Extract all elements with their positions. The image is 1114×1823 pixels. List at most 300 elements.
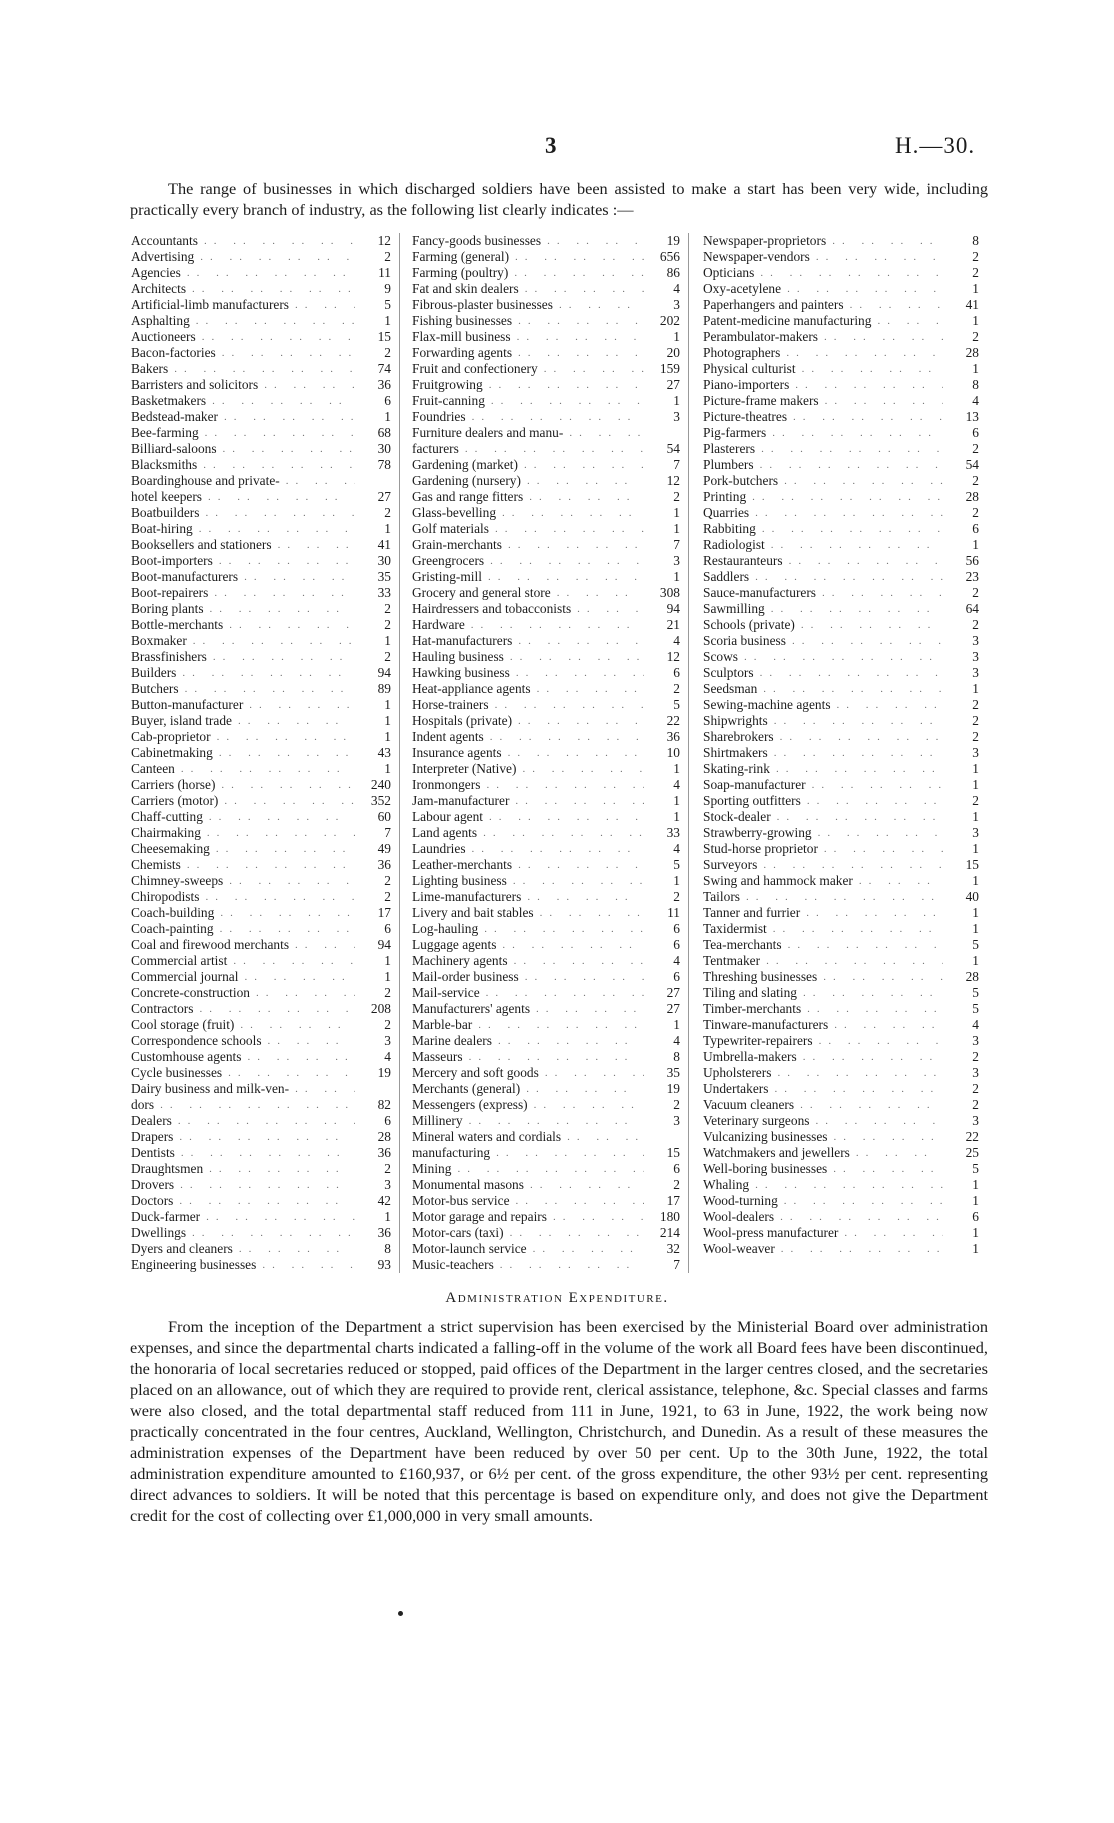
business-entry <box>703 905 987 921</box>
business-entry <box>412 553 688 569</box>
business-count: 2 <box>972 329 979 344</box>
business-count: 1 <box>972 761 979 776</box>
business-name: Buyer, island trade <box>131 713 232 728</box>
business-entry <box>412 1145 688 1161</box>
business-count: 4 <box>673 1033 680 1048</box>
business-name: Horse-trainers <box>412 697 489 712</box>
business-count: 3 <box>972 649 979 664</box>
business-entry <box>131 1001 399 1017</box>
dot-leader <box>827 1161 943 1177</box>
dot-leader <box>233 1241 355 1257</box>
dot-leader <box>749 1177 943 1193</box>
business-name: Cool storage (fruit) <box>131 1017 235 1032</box>
business-name: Plasterers <box>703 441 756 456</box>
business-entry <box>412 345 688 361</box>
dot-leader <box>218 409 355 425</box>
business-count: 30 <box>377 553 391 568</box>
business-count: 2 <box>972 697 979 712</box>
business-entry <box>131 425 399 441</box>
business-name: Hairdressers and tobacconists <box>412 601 572 616</box>
business-entry <box>412 233 688 249</box>
business-entry <box>703 489 987 505</box>
business-name: Accountants <box>131 233 198 248</box>
business-count: 2 <box>384 985 391 1000</box>
business-count: 1 <box>673 569 680 584</box>
dot-leader <box>480 985 644 1001</box>
business-count: 2 <box>972 505 979 520</box>
business-count: 6 <box>972 521 979 536</box>
business-entry <box>703 985 987 1001</box>
business-entry <box>131 313 399 329</box>
business-entry <box>412 729 688 745</box>
business-count: 4 <box>673 281 680 296</box>
business-entry <box>412 1225 688 1241</box>
business-count: 6 <box>673 1161 680 1176</box>
business-count: 2 <box>972 249 979 264</box>
business-name: Dyers and cleaners <box>131 1241 233 1256</box>
business-name: Gas and range fitters <box>412 489 524 504</box>
business-entry <box>412 601 688 617</box>
business-count: 4 <box>673 841 680 856</box>
business-count: 214 <box>659 1225 680 1240</box>
business-count: 1 <box>673 505 680 520</box>
business-count: 1 <box>972 1225 979 1240</box>
business-entry <box>131 681 399 697</box>
dot-leader <box>768 1081 943 1097</box>
business-name: Whaling <box>703 1177 750 1192</box>
business-name: Patent-medicine manufacturing <box>703 313 872 328</box>
business-entry <box>131 665 399 681</box>
business-count: 19 <box>666 233 680 248</box>
business-count: 27 <box>666 377 680 392</box>
business-name: Sporting outfitters <box>703 793 801 808</box>
business-name: Doctors <box>131 1193 174 1208</box>
business-name: Motor-bus service <box>412 1193 510 1208</box>
business-entry <box>703 553 987 569</box>
business-name: Motor garage and repairs <box>412 1209 547 1224</box>
business-entry <box>131 1145 399 1161</box>
business-name: Flax-mill business <box>412 329 511 344</box>
business-entry <box>131 1193 399 1209</box>
business-name: Auctioneers <box>131 329 196 344</box>
dot-leader <box>472 1017 644 1033</box>
business-count: 28 <box>377 1129 391 1144</box>
business-entry <box>703 809 987 825</box>
dot-leader <box>510 665 644 681</box>
business-name: Taxidermist <box>703 921 767 936</box>
dot-leader <box>198 233 355 249</box>
business-name: Forwarding agents <box>412 345 513 360</box>
dot-leader <box>519 281 644 297</box>
business-name: Log-hauling <box>412 921 479 936</box>
business-count: 656 <box>659 249 680 264</box>
dot-leader <box>289 1081 355 1097</box>
business-name: Boardinghouse and private- <box>131 473 280 488</box>
business-entry <box>131 985 399 1001</box>
business-count: 11 <box>378 265 391 280</box>
dot-leader <box>831 697 943 713</box>
business-name: Tanner and furrier <box>703 905 801 920</box>
business-entry <box>703 969 987 985</box>
business-name: Stock-dealer <box>703 809 771 824</box>
business-count: 2 <box>972 1081 979 1096</box>
dot-leader <box>530 1001 644 1017</box>
dot-leader <box>483 809 644 825</box>
business-name: Threshing businesses <box>703 969 818 984</box>
dot-leader <box>794 1097 943 1113</box>
dot-leader <box>211 729 355 745</box>
business-entry <box>131 233 399 249</box>
business-name: Music-teachers <box>412 1257 494 1272</box>
business-name: Fat and skin dealers <box>412 281 519 296</box>
business-entry <box>703 697 987 713</box>
dot-leader <box>215 777 355 793</box>
business-count: 2 <box>384 345 391 360</box>
business-count: 6 <box>673 921 680 936</box>
business-entry <box>412 393 688 409</box>
dot-leader <box>783 553 943 569</box>
business-entry <box>131 537 399 553</box>
dot-leader <box>782 937 943 953</box>
business-name: Boatbuilders <box>131 505 200 520</box>
business-entry <box>412 857 688 873</box>
business-name: Indent agents <box>412 729 484 744</box>
dot-leader <box>196 329 355 345</box>
business-entry <box>412 281 688 297</box>
business-name: Fruit and confectionery <box>412 361 538 376</box>
page-number: 3 <box>545 133 557 158</box>
business-entry <box>412 1177 688 1193</box>
business-list-column-3 <box>703 233 987 1257</box>
business-name: Well-boring businesses <box>703 1161 828 1176</box>
dot-leader <box>280 473 355 489</box>
dot-leader <box>771 809 943 825</box>
business-count: 3 <box>972 633 979 648</box>
dot-leader <box>477 825 644 841</box>
business-entry <box>412 1081 688 1097</box>
business-entry <box>412 1033 688 1049</box>
dot-leader <box>227 953 355 969</box>
business-entry <box>131 1161 399 1177</box>
business-name: Button-manufacturer <box>131 697 244 712</box>
business-entry <box>131 553 399 569</box>
business-entry <box>131 1113 399 1129</box>
business-count: 3 <box>972 745 979 760</box>
business-name: Commercial artist <box>131 953 228 968</box>
dot-leader <box>547 1209 644 1225</box>
dot-leader <box>194 249 355 265</box>
dot-leader <box>512 633 644 649</box>
business-entry <box>703 713 987 729</box>
dot-leader <box>853 873 943 889</box>
business-name: Marble-bar <box>412 1017 473 1032</box>
business-name: Bedstead-maker <box>131 409 218 424</box>
business-entry <box>131 1257 399 1273</box>
dot-leader <box>206 393 355 409</box>
business-entry <box>131 1209 399 1225</box>
business-entry <box>412 713 688 729</box>
business-name: Tailors <box>703 889 740 904</box>
business-entry <box>412 329 688 345</box>
business-count: 27 <box>666 1001 680 1016</box>
business-count: 27 <box>377 489 391 504</box>
business-name: Coach-painting <box>131 921 214 936</box>
business-name: Umbrella-makers <box>703 1049 797 1064</box>
business-count: 13 <box>965 409 979 424</box>
business-entry <box>131 281 399 297</box>
business-entry <box>131 649 399 665</box>
business-entry <box>703 1097 987 1113</box>
business-entry <box>131 361 399 377</box>
business-name: Concrete-construction <box>131 985 250 1000</box>
business-count: 54 <box>965 457 979 472</box>
dot-leader <box>507 873 644 889</box>
business-name: Undertakers <box>703 1081 769 1096</box>
business-name: Bacon-factories <box>131 345 216 360</box>
dot-leader <box>789 377 943 393</box>
business-name: Architects <box>131 281 187 296</box>
business-entry <box>412 841 688 857</box>
business-entry <box>703 1129 987 1145</box>
business-entry <box>131 569 399 585</box>
business-entry <box>703 601 987 617</box>
business-entry <box>412 905 688 921</box>
dot-leader <box>553 297 644 313</box>
business-name: Monumental masons <box>412 1177 524 1192</box>
dot-leader <box>238 969 355 985</box>
print-mark <box>398 1611 403 1616</box>
business-name: Gardening (market) <box>412 457 518 472</box>
business-count: 4 <box>972 393 979 408</box>
business-count: 42 <box>377 1193 391 1208</box>
dot-leader <box>466 841 644 857</box>
business-entry <box>703 1033 987 1049</box>
dot-leader <box>193 1001 355 1017</box>
business-count: 1 <box>673 873 680 888</box>
business-entry <box>412 1049 688 1065</box>
business-entry <box>703 633 987 649</box>
business-name: Vacuum cleaners <box>703 1097 795 1112</box>
business-count: 5 <box>384 297 391 312</box>
business-name: Tiling and slating <box>703 985 797 1000</box>
business-name: Upholsterers <box>703 1065 772 1080</box>
business-count: 5 <box>972 937 979 952</box>
business-entry <box>703 441 987 457</box>
dot-leader <box>187 633 355 649</box>
business-count: 3 <box>384 1177 391 1192</box>
business-name: Coach-building <box>131 905 215 920</box>
business-count: 1 <box>384 409 391 424</box>
business-entry <box>131 1241 399 1257</box>
business-entry <box>412 313 688 329</box>
business-entry <box>131 777 399 793</box>
business-count: 8 <box>972 377 979 392</box>
business-name: Lime-manufacturers <box>412 889 522 904</box>
dot-leader <box>256 1257 355 1273</box>
dot-leader <box>223 617 355 633</box>
business-entry <box>131 633 399 649</box>
business-entry <box>131 457 399 473</box>
dot-leader <box>272 537 355 553</box>
dot-leader <box>502 745 644 761</box>
business-count: 2 <box>384 601 391 616</box>
business-entry <box>703 729 987 745</box>
business-name: Fancy-goods businesses <box>412 233 542 248</box>
business-name: Messengers (express) <box>412 1097 528 1112</box>
dot-leader <box>483 377 644 393</box>
dot-leader <box>216 345 355 361</box>
business-name: Newspaper-proprietors <box>703 233 827 248</box>
business-count: 1 <box>384 521 391 536</box>
dot-leader <box>781 281 943 297</box>
business-count: 8 <box>384 1241 391 1256</box>
business-count: 15 <box>377 329 391 344</box>
dot-leader <box>451 1161 644 1177</box>
dot-leader <box>186 1225 355 1241</box>
business-entry <box>131 841 399 857</box>
business-entry <box>412 697 688 713</box>
dot-leader <box>241 1049 355 1065</box>
business-entry <box>131 937 399 953</box>
dot-leader <box>496 937 644 953</box>
business-count: 1 <box>384 313 391 328</box>
business-entry <box>131 393 399 409</box>
business-name: Scoria business <box>703 633 786 648</box>
business-name: Advertising <box>131 249 195 264</box>
business-entry <box>703 521 987 537</box>
business-count: 4 <box>673 633 680 648</box>
business-name: Draughtsmen <box>131 1161 204 1176</box>
business-name: Basketmakers <box>131 393 207 408</box>
business-count: 4 <box>673 777 680 792</box>
business-list-column-1 <box>131 233 400 1273</box>
business-entry <box>412 297 688 313</box>
dot-leader <box>190 313 355 329</box>
business-count: 1 <box>972 953 979 968</box>
dot-leader <box>816 585 943 601</box>
business-entry <box>412 377 688 393</box>
business-count: 1 <box>384 969 391 984</box>
business-name: Asphalting <box>131 313 190 328</box>
business-count: 1 <box>673 393 680 408</box>
business-name: Canteen <box>131 761 175 776</box>
dot-leader <box>806 777 943 793</box>
business-name: Grocery and general store <box>412 585 551 600</box>
business-name: Rabbiting <box>703 521 756 536</box>
business-count: 5 <box>972 985 979 1000</box>
business-name: Carriers (horse) <box>131 777 216 792</box>
dot-leader <box>203 1161 355 1177</box>
business-count: 308 <box>659 585 680 600</box>
business-name: Fruit-canning <box>412 393 485 408</box>
business-entry <box>131 1097 399 1113</box>
dot-leader <box>173 1129 355 1145</box>
business-name: Greengrocers <box>412 553 485 568</box>
dot-leader <box>176 665 355 681</box>
business-name: Wood-turning <box>703 1193 778 1208</box>
business-entry <box>703 281 987 297</box>
business-entry <box>412 441 688 457</box>
business-count: 1 <box>384 761 391 776</box>
business-entry <box>131 345 399 361</box>
business-name: Bee-farming <box>131 425 199 440</box>
business-entry <box>412 505 688 521</box>
business-name: Cycle businesses <box>131 1065 223 1080</box>
business-name: Timber-merchants <box>703 1001 802 1016</box>
business-entry <box>412 537 688 553</box>
business-name: Watchmakers and jewellers <box>703 1145 850 1160</box>
business-count: 2 <box>972 473 979 488</box>
business-entry <box>703 937 987 953</box>
business-entry <box>131 521 399 537</box>
business-count: 35 <box>377 569 391 584</box>
business-entry <box>131 1049 399 1065</box>
business-name: Shirtmakers <box>703 745 768 760</box>
business-name: Boot-repairers <box>131 585 209 600</box>
dot-leader <box>551 585 644 601</box>
business-count: 28 <box>965 345 979 360</box>
dot-leader <box>213 745 355 761</box>
dot-leader <box>466 409 644 425</box>
business-name: Commercial journal <box>131 969 239 984</box>
business-name: Dairy business and milk-ven- <box>131 1081 290 1096</box>
dot-leader <box>199 505 355 521</box>
business-name: Livery and bait stables <box>412 905 534 920</box>
business-count: 2 <box>673 1177 680 1192</box>
dot-leader <box>767 921 943 937</box>
dot-leader <box>250 985 355 1001</box>
dot-leader <box>222 1065 355 1081</box>
dot-leader <box>508 265 644 281</box>
dot-leader <box>520 1081 644 1097</box>
business-entry <box>412 1129 688 1145</box>
business-entry <box>703 345 987 361</box>
business-count: 12 <box>666 649 680 664</box>
business-count: 11 <box>667 905 680 920</box>
business-entry <box>412 969 688 985</box>
dot-leader <box>780 345 943 361</box>
dot-leader <box>262 1033 355 1049</box>
dot-leader <box>181 265 355 281</box>
business-count: 5 <box>673 857 680 872</box>
business-entry <box>703 1145 987 1161</box>
business-count: 22 <box>666 713 680 728</box>
business-count: 1 <box>384 729 391 744</box>
business-name: Sauce-manufacturers <box>703 585 817 600</box>
dot-leader <box>818 841 943 857</box>
business-count: 6 <box>673 937 680 952</box>
business-count: 1 <box>972 537 979 552</box>
business-count: 2 <box>384 249 391 264</box>
dot-leader <box>844 297 943 313</box>
business-entry <box>131 697 399 713</box>
business-entry <box>131 745 399 761</box>
dot-leader <box>496 505 644 521</box>
business-entry <box>131 729 399 745</box>
dot-leader <box>541 233 644 249</box>
dot-leader <box>757 857 943 873</box>
dot-leader <box>774 1209 943 1225</box>
business-entry <box>131 441 399 457</box>
business-name: Pork-butchers <box>703 473 779 488</box>
dot-leader <box>521 889 644 905</box>
business-entry <box>131 857 399 873</box>
business-entry <box>412 425 688 441</box>
business-entry <box>703 313 987 329</box>
dot-leader <box>757 681 943 697</box>
dot-leader <box>223 873 355 889</box>
dot-leader <box>197 457 355 473</box>
